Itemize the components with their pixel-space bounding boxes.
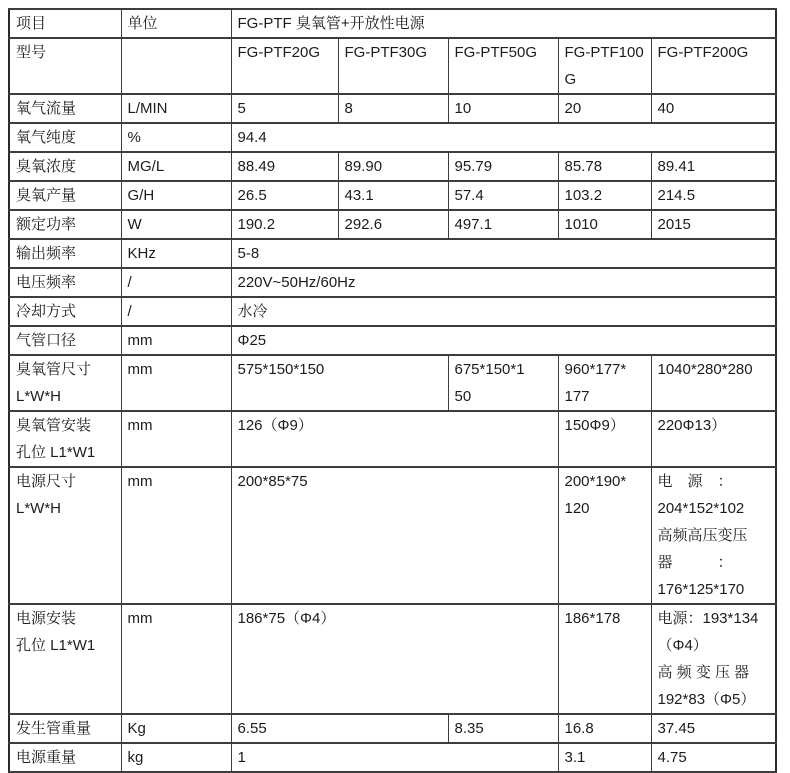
row-label-cell: 额定功率 (9, 210, 121, 239)
series-title-cell: FG-PTF 臭氧管+开放性电源 (231, 9, 776, 38)
row-label-cell: 臭氧产量 (9, 181, 121, 210)
table-row-rated-power (9, 210, 776, 239)
table-row-cooling-method (9, 297, 776, 326)
value-cell: 103.2 (558, 181, 651, 210)
unit-cell: mm (121, 467, 231, 604)
row-label-cell: 气管口径 (9, 326, 121, 355)
row-label-cell: 型号 (9, 38, 121, 94)
value-cell: 85.78 (558, 152, 651, 181)
row-label-cell: 臭氧管尺寸 L*W*H (9, 355, 121, 411)
unit-cell: MG/L (121, 152, 231, 181)
table-row-power-supply-mounting-holes (9, 604, 776, 714)
value-cell: 1010 (558, 210, 651, 239)
unit-cell: mm (121, 355, 231, 411)
unit-cell: mm (121, 604, 231, 714)
value-cell: 10 (448, 94, 558, 123)
unit-cell: G/H (121, 181, 231, 210)
model-header-cell: FG-PTF20G (231, 38, 338, 94)
value-cell: 200*190* 120 (558, 467, 651, 604)
unit-cell: KHz (121, 239, 231, 268)
header-item-label: 项目 (9, 9, 121, 38)
value-cell: 4.75 (651, 743, 776, 772)
model-header-cell: FG-PTF200G (651, 38, 776, 94)
table-row-oxygen-purity (9, 123, 776, 152)
value-cell: 497.1 (448, 210, 558, 239)
value-cell: 8 (338, 94, 448, 123)
model-header-cell: FG-PTF30G (338, 38, 448, 94)
value-cell: 575*150*150 (231, 355, 448, 411)
value-cell: 675*150*1 50 (448, 355, 558, 411)
unit-cell: kg (121, 743, 231, 772)
row-label-cell: 氧气流量 (9, 94, 121, 123)
row-label-cell: 电源重量 (9, 743, 121, 772)
row-label-cell: 电压频率 (9, 268, 121, 297)
value-cell: 43.1 (338, 181, 448, 210)
value-cell: 16.8 (558, 714, 651, 743)
unit-cell: / (121, 268, 231, 297)
value-cell: 电源：193*134 （Φ4） 高 频 变 压 器 192*83（Φ5） (651, 604, 776, 714)
value-cell: 3.1 (558, 743, 651, 772)
value-cell: 2015 (651, 210, 776, 239)
unit-cell: mm (121, 411, 231, 467)
value-cell: 220V~50Hz/60Hz (231, 268, 776, 297)
row-label-cell: 电源尺寸 L*W*H (9, 467, 121, 604)
table-row-pipe-diameter (9, 326, 776, 355)
value-cell: 20 (558, 94, 651, 123)
value-cell: 89.41 (651, 152, 776, 181)
unit-cell: L/MIN (121, 94, 231, 123)
value-cell: 5 (231, 94, 338, 123)
unit-cell: mm (121, 326, 231, 355)
value-cell: 89.90 (338, 152, 448, 181)
table-row-tube-size (9, 355, 776, 411)
table-row-models (9, 38, 776, 94)
value-cell: 1040*280*280 (651, 355, 776, 411)
value-cell: 1 (231, 743, 558, 772)
value-cell: 220Φ13） (651, 411, 776, 467)
header-unit-label: 单位 (121, 9, 231, 38)
row-label-cell: 输出频率 (9, 239, 121, 268)
model-header-cell: FG-PTF50G (448, 38, 558, 94)
table-row-voltage-frequency (9, 268, 776, 297)
value-cell: 40 (651, 94, 776, 123)
value-cell: 960*177* 177 (558, 355, 651, 411)
value-cell: 95.79 (448, 152, 558, 181)
value-cell: Φ25 (231, 326, 776, 355)
model-header-cell: FG-PTF100 G (558, 38, 651, 94)
value-cell: 94.4 (231, 123, 776, 152)
row-label-cell: 电源安装 孔位 L1*W1 (9, 604, 121, 714)
table-row-power-supply-weight (9, 743, 776, 772)
value-cell: 26.5 (231, 181, 338, 210)
value-cell: 186*178 (558, 604, 651, 714)
row-label-cell: 发生管重量 (9, 714, 121, 743)
table-row-generator-tube-weight (9, 714, 776, 743)
table-row-oxygen-flow (9, 94, 776, 123)
unit-cell: % (121, 123, 231, 152)
value-cell: 150Φ9） (558, 411, 651, 467)
value-cell: 126（Φ9） (231, 411, 558, 467)
value-cell: 6.55 (231, 714, 448, 743)
spec-sheet (8, 8, 777, 773)
table-row-ozone-concentration (9, 152, 776, 181)
value-cell: 8.35 (448, 714, 558, 743)
table-row-header (9, 9, 776, 38)
row-label-cell: 冷却方式 (9, 297, 121, 326)
value-cell: 37.45 (651, 714, 776, 743)
value-cell: 214.5 (651, 181, 776, 210)
value-cell: 200*85*75 (231, 467, 558, 604)
row-label-cell: 臭氧浓度 (9, 152, 121, 181)
value-cell: 186*75（Φ4） (231, 604, 558, 714)
value-cell: 88.49 (231, 152, 338, 181)
value-cell: 190.2 (231, 210, 338, 239)
row-label-cell: 氧气纯度 (9, 123, 121, 152)
unit-cell: Kg (121, 714, 231, 743)
table-row-ozone-output (9, 181, 776, 210)
value-cell: 292.6 (338, 210, 448, 239)
value-cell: 电 源 ： 204*152*102 高频高压变压 器 ： 176*125*170 (651, 467, 776, 604)
row-label-cell: 臭氧管安装 孔位 L1*W1 (9, 411, 121, 467)
table-row-output-frequency (9, 239, 776, 268)
value-cell: 5-8 (231, 239, 776, 268)
value-cell: 水冷 (231, 297, 776, 326)
table-row-power-supply-size (9, 467, 776, 604)
value-cell: 57.4 (448, 181, 558, 210)
spec-table (8, 8, 777, 773)
table-row-tube-mounting-holes (9, 411, 776, 467)
unit-cell: W (121, 210, 231, 239)
unit-cell (121, 38, 231, 94)
unit-cell: / (121, 297, 231, 326)
